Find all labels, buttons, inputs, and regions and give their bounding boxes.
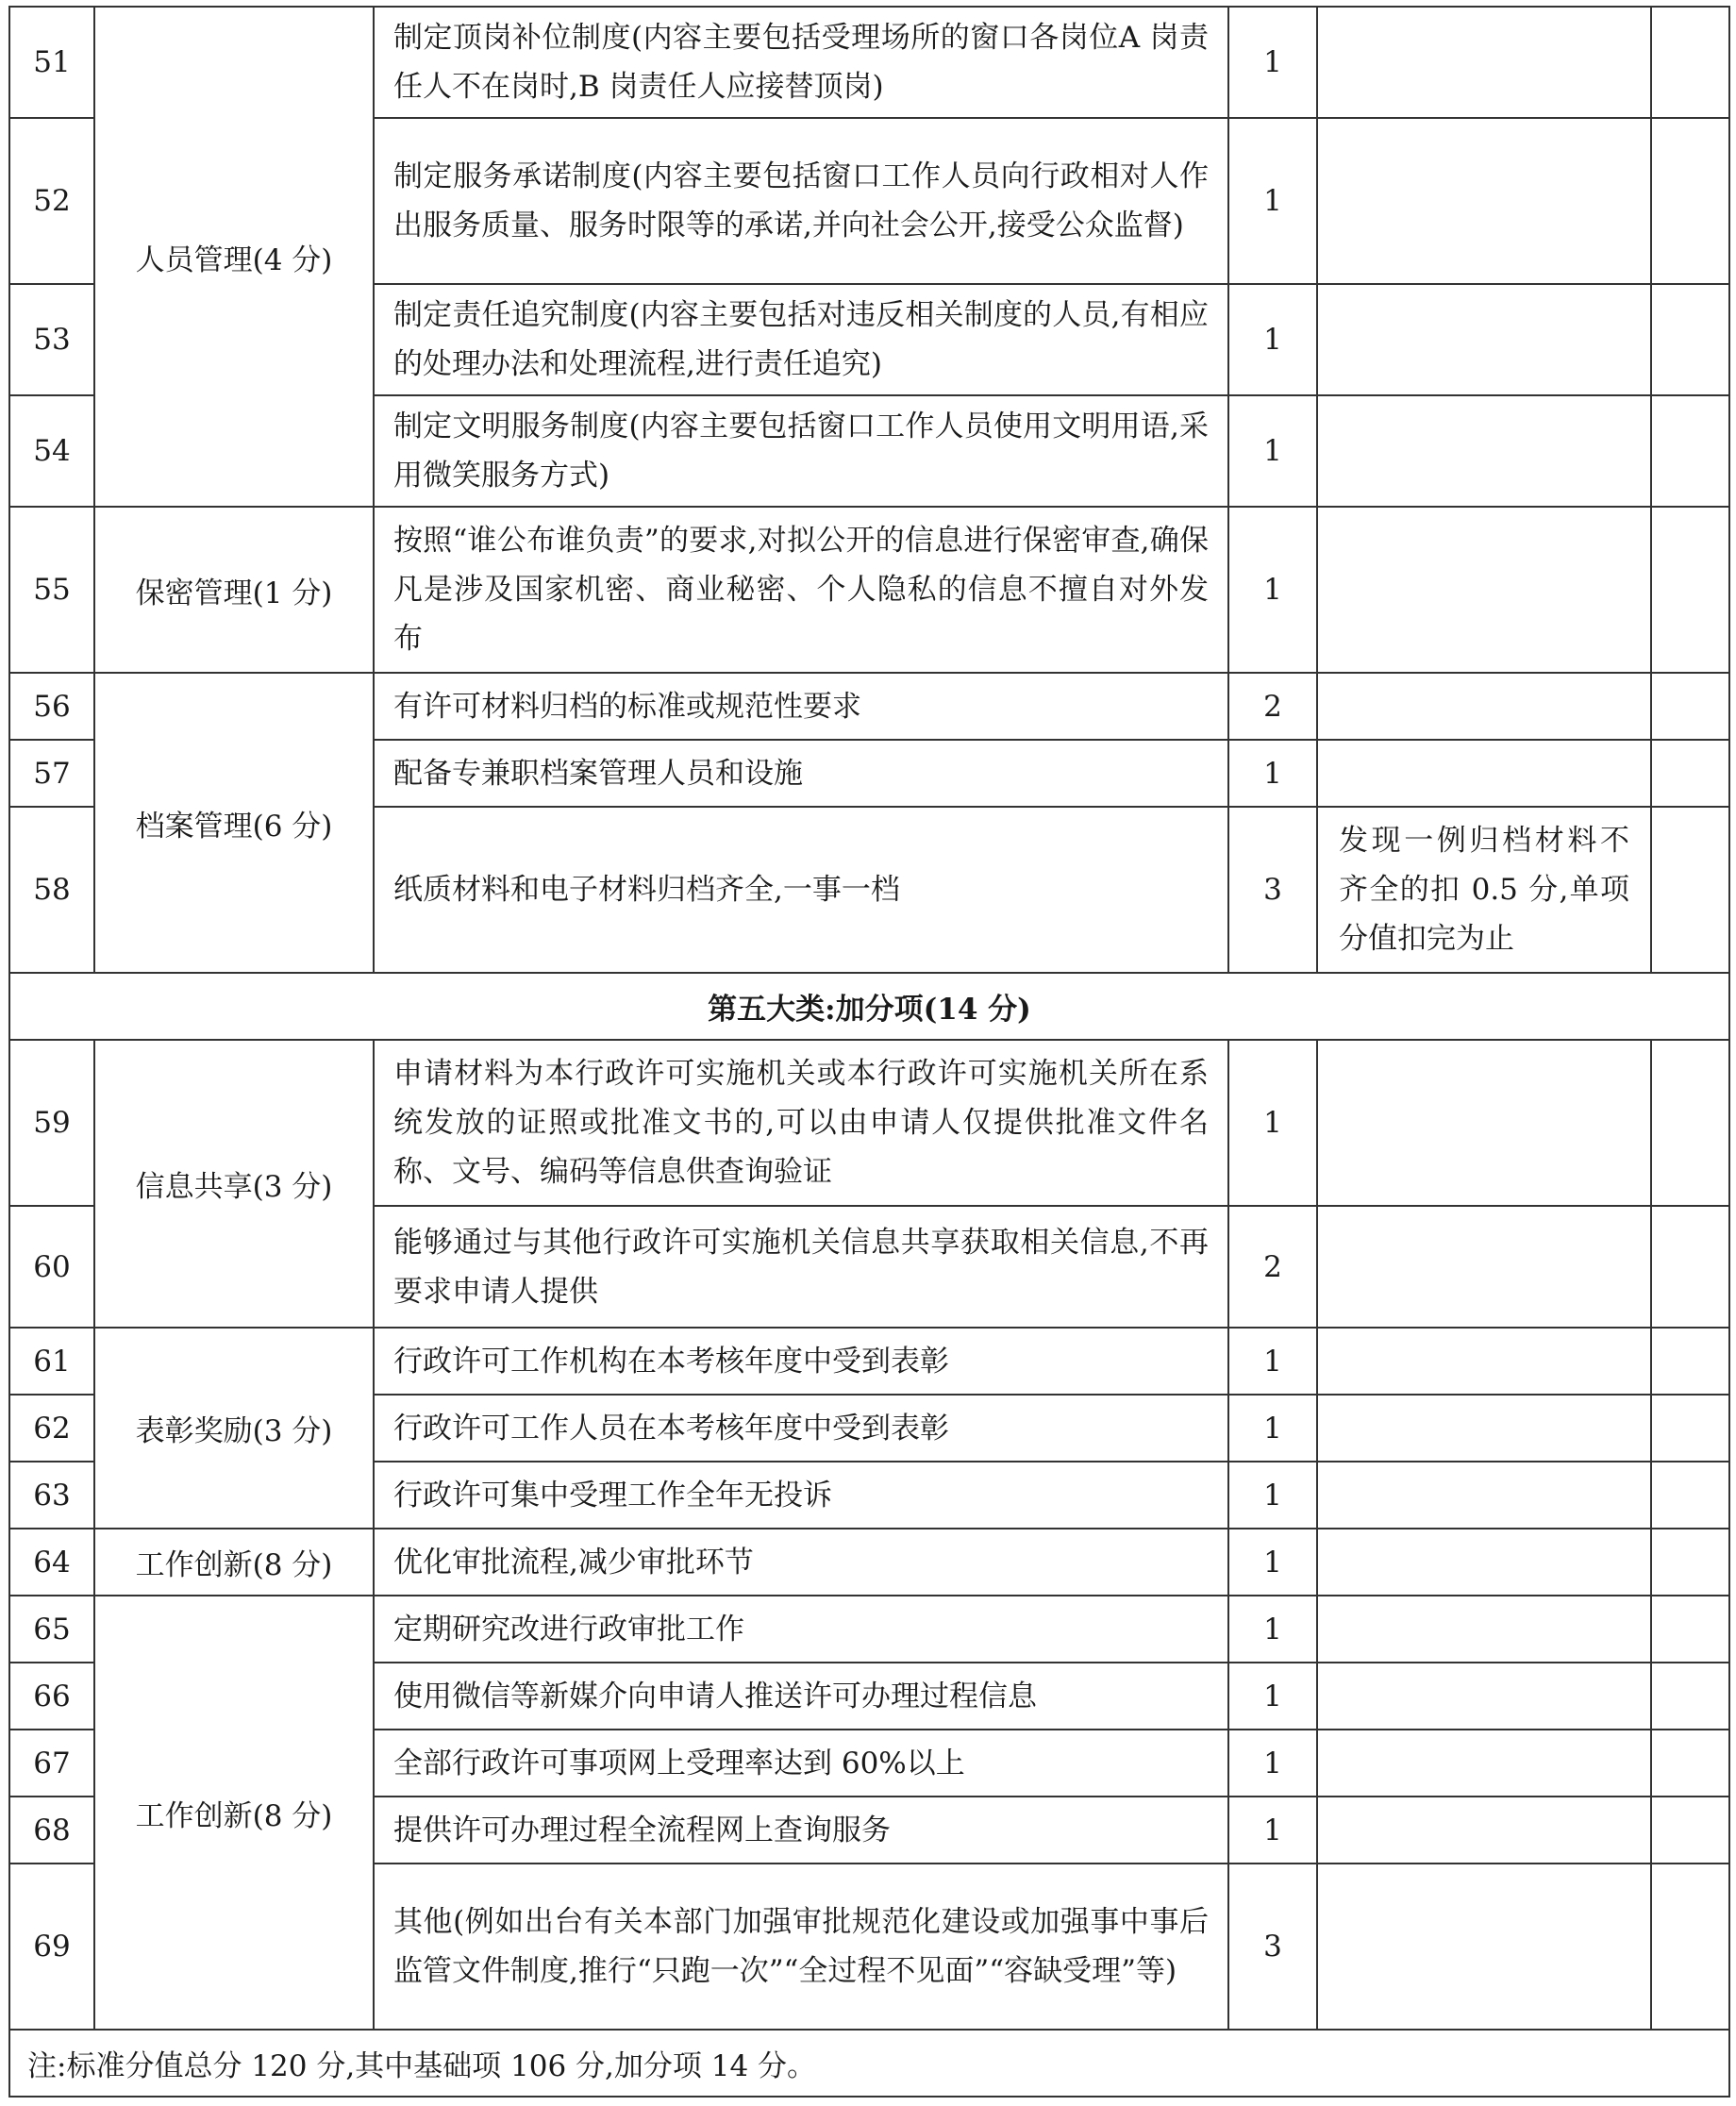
table-row [9, 673, 1729, 740]
table-row [9, 1529, 1729, 1596]
category-cell: 表彰奖励(3 分) [94, 1328, 374, 1529]
blank-cell [1651, 507, 1729, 673]
row-number: 57 [9, 740, 94, 807]
blank-cell [1651, 807, 1729, 973]
criteria-text: 制定服务承诺制度(内容主要包括窗口工作人员向行政相对人作出服务质量、服务时限等的承诺,并向社会公开,接受公众监督) [374, 118, 1228, 284]
score-cell: 1 [1228, 1529, 1317, 1596]
row-number: 68 [9, 1797, 94, 1864]
criteria-text: 配备专兼职档案管理人员和设施 [374, 740, 1228, 807]
score-cell: 1 [1228, 118, 1317, 284]
criteria-text: 制定顶岗补位制度(内容主要包括受理场所的窗口各岗位A 岗责任人不在岗时,B 岗责任人应接替顶岗) [374, 7, 1228, 118]
score-cell: 1 [1228, 1395, 1317, 1462]
row-number: 56 [9, 673, 94, 740]
note-cell [1317, 1797, 1651, 1864]
criteria-text: 提供许可办理过程全流程网上查询服务 [374, 1797, 1228, 1864]
note-cell [1317, 1328, 1651, 1395]
score-cell: 1 [1228, 395, 1317, 507]
note-cell: 发现一例归档材料不齐全的扣 0.5 分,单项分值扣完为止 [1317, 807, 1651, 973]
category-cell: 保密管理(1 分) [94, 507, 374, 673]
row-number: 55 [9, 507, 94, 673]
score-cell: 1 [1228, 1328, 1317, 1395]
criteria-text: 申请材料为本行政许可实施机关或本行政许可实施机关所在系统发放的证照或批准文书的,可以由申请人仅提供批准文件名称、文号、编码等信息供查询验证 [374, 1040, 1228, 1206]
row-number: 65 [9, 1596, 94, 1663]
row-number: 62 [9, 1395, 94, 1462]
row-number: 59 [9, 1040, 94, 1206]
score-cell: 1 [1228, 1462, 1317, 1529]
note-cell [1317, 673, 1651, 740]
criteria-text: 制定文明服务制度(内容主要包括窗口工作人员使用文明用语,采用微笑服务方式) [374, 395, 1228, 507]
row-number: 69 [9, 1864, 94, 2030]
criteria-text: 有许可材料归档的标准或规范性要求 [374, 673, 1228, 740]
score-cell: 1 [1228, 1040, 1317, 1206]
category-cell: 档案管理(6 分) [94, 673, 374, 973]
score-cell: 1 [1228, 1663, 1317, 1730]
criteria-text: 纸质材料和电子材料归档齐全,一事一档 [374, 807, 1228, 973]
section-title: 第五大类:加分项(14 分) [9, 973, 1729, 1040]
note-cell [1317, 1663, 1651, 1730]
criteria-text: 行政许可集中受理工作全年无投诉 [374, 1462, 1228, 1529]
blank-cell [1651, 1864, 1729, 2030]
blank-cell [1651, 1206, 1729, 1328]
table-row [9, 1328, 1729, 1395]
section-row [9, 973, 1729, 1040]
blank-cell [1651, 284, 1729, 395]
blank-cell [1651, 1328, 1729, 1395]
note-cell [1317, 1529, 1651, 1596]
table-row [9, 507, 1729, 673]
row-number: 67 [9, 1730, 94, 1797]
row-number: 58 [9, 807, 94, 973]
blank-cell [1651, 1462, 1729, 1529]
note-cell [1317, 507, 1651, 673]
score-cell: 1 [1228, 740, 1317, 807]
table-row [9, 7, 1729, 118]
note-cell [1317, 118, 1651, 284]
row-number: 64 [9, 1529, 94, 1596]
blank-cell [1651, 673, 1729, 740]
criteria-text: 定期研究改进行政审批工作 [374, 1596, 1228, 1663]
evaluation-score-table [8, 6, 1730, 2098]
row-number: 60 [9, 1206, 94, 1328]
blank-cell [1651, 7, 1729, 118]
criteria-text: 全部行政许可事项网上受理率达到 60%以上 [374, 1730, 1228, 1797]
table-row [9, 1040, 1729, 1206]
row-number: 63 [9, 1462, 94, 1529]
blank-cell [1651, 1797, 1729, 1864]
score-cell: 2 [1228, 1206, 1317, 1328]
blank-cell [1651, 118, 1729, 284]
category-cell: 工作创新(8 分) [94, 1529, 374, 1596]
note-cell [1317, 1206, 1651, 1328]
table-row [9, 1596, 1729, 1663]
blank-cell [1651, 1395, 1729, 1462]
category-cell: 人员管理(4 分) [94, 7, 374, 507]
category-cell: 信息共享(3 分) [94, 1040, 374, 1328]
note-cell [1317, 1730, 1651, 1797]
row-number: 66 [9, 1663, 94, 1730]
note-cell [1317, 740, 1651, 807]
row-number: 51 [9, 7, 94, 118]
score-cell: 1 [1228, 1797, 1317, 1864]
score-cell: 3 [1228, 807, 1317, 973]
score-cell: 1 [1228, 1596, 1317, 1663]
note-cell [1317, 1864, 1651, 2030]
note-cell [1317, 1462, 1651, 1529]
score-cell: 2 [1228, 673, 1317, 740]
blank-cell [1651, 1529, 1729, 1596]
blank-cell [1651, 1040, 1729, 1206]
note-cell [1317, 1596, 1651, 1663]
criteria-text: 按照“谁公布谁负责”的要求,对拟公开的信息进行保密审查,确保凡是涉及国家机密、商业秘密、个人隐私的信息不擅自对外发布 [374, 507, 1228, 673]
score-cell: 1 [1228, 7, 1317, 118]
note-cell [1317, 1395, 1651, 1462]
row-number: 54 [9, 395, 94, 507]
blank-cell [1651, 1596, 1729, 1663]
note-cell [1317, 395, 1651, 507]
blank-cell [1651, 1663, 1729, 1730]
criteria-text: 能够通过与其他行政许可实施机关信息共享获取相关信息,不再要求申请人提供 [374, 1206, 1228, 1328]
note-cell [1317, 7, 1651, 118]
blank-cell [1651, 1730, 1729, 1797]
category-cell: 工作创新(8 分) [94, 1596, 374, 2030]
score-cell: 1 [1228, 1730, 1317, 1797]
criteria-text: 制定责任追究制度(内容主要包括对违反相关制度的人员,有相应的处理办法和处理流程,进行责任追究) [374, 284, 1228, 395]
score-table-page [8, 6, 1728, 2100]
blank-cell [1651, 740, 1729, 807]
criteria-text: 使用微信等新媒介向申请人推送许可办理过程信息 [374, 1663, 1228, 1730]
note-cell [1317, 284, 1651, 395]
score-cell: 3 [1228, 1864, 1317, 2030]
footer-row [9, 2030, 1729, 2097]
criteria-text: 行政许可工作人员在本考核年度中受到表彰 [374, 1395, 1228, 1462]
criteria-text: 其他(例如出台有关本部门加强审批规范化建设或加强事中事后监管文件制度,推行“只跑一次”“全过程不见面”“容缺受理”等) [374, 1864, 1228, 2030]
score-cell: 1 [1228, 507, 1317, 673]
footer-note: 注:标准分值总分 120 分,其中基础项 106 分,加分项 14 分。 [9, 2030, 1729, 2097]
row-number: 52 [9, 118, 94, 284]
note-cell [1317, 1040, 1651, 1206]
score-cell: 1 [1228, 284, 1317, 395]
row-number: 53 [9, 284, 94, 395]
row-number: 61 [9, 1328, 94, 1395]
criteria-text: 行政许可工作机构在本考核年度中受到表彰 [374, 1328, 1228, 1395]
blank-cell [1651, 395, 1729, 507]
criteria-text: 优化审批流程,减少审批环节 [374, 1529, 1228, 1596]
